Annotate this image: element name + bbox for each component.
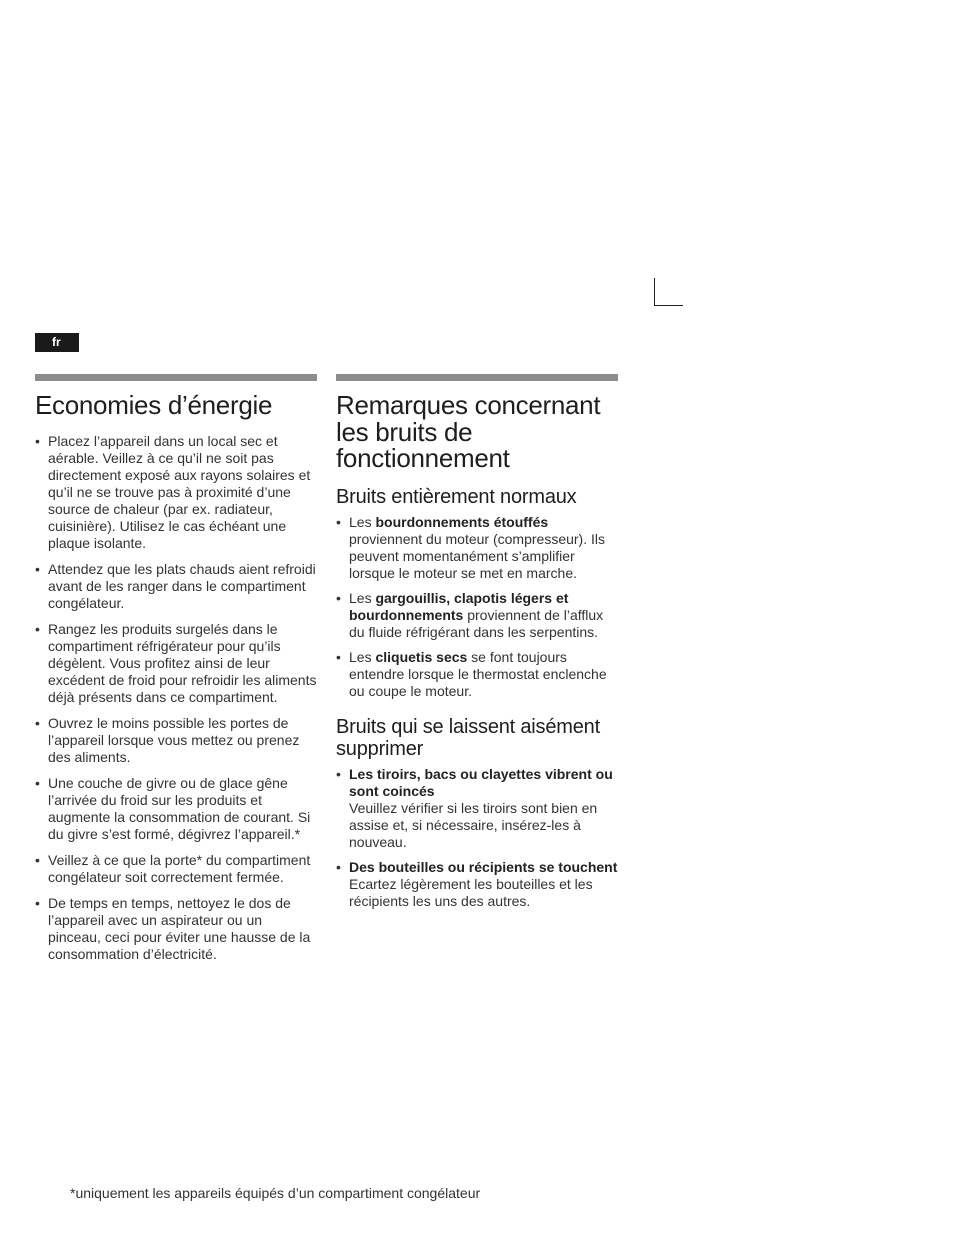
avoidable-noises-list bbox=[336, 766, 618, 910]
noise-notes-title: Remarques concernant les bruits de fonctionnement bbox=[336, 390, 601, 473]
list-item: • Les tiroirs, bacs ou clayettes vibrent ou sont coincés Veuillez vérifier si les tiroirs sont bien en assise et, si nécessaire, insérez-les à nouveau. bbox=[336, 766, 618, 851]
section-rule bbox=[336, 374, 618, 381]
list-item: • Veillez à ce que la porte* du compartiment congélateur soit correctement fermée. bbox=[35, 852, 317, 886]
list-item: • Attendez que les plats chauds aient refroidi avant de les ranger dans le compartiment congélateur. bbox=[35, 561, 317, 612]
normal-noises-heading: Bruits entièrement normaux bbox=[336, 485, 577, 508]
noise-notes-column bbox=[336, 374, 618, 918]
list-item: • Les gargouillis, clapotis légers et bourdonnements proviennent de l’afflux du fluide réfrigérant dans les serpentins. bbox=[336, 590, 618, 641]
footnote: *uniquement les appareils équipés d’un compartiment congélateur bbox=[70, 1185, 481, 1201]
list-item: • Placez l’appareil dans un local sec et aérable. Veillez à ce qu’il ne soit pas directement exposé aux rayons solaires et qu’il ne se trouve pas à proximité d’une source de chaleur (par ex. radiateur, cuisinière). Utilisez le cas échéant une plaque isolante. bbox=[35, 433, 317, 552]
energy-saving-title: Economies d’énergie bbox=[35, 390, 273, 420]
list-item: • De temps en temps, nettoyez le dos de l’appareil avec un aspirateur ou un pinceau, ceci pour éviter une hausse de la consommation d’électricité. bbox=[35, 895, 317, 963]
language-badge: fr bbox=[35, 333, 79, 352]
avoidable-noises-heading: Bruits qui se laissent aisément supprimer bbox=[336, 715, 600, 760]
energy-saving-list bbox=[35, 433, 317, 963]
list-item: • Ouvrez le moins possible les portes de l’appareil lorsque vous mettez ou prenez des aliments. bbox=[35, 715, 317, 766]
list-item: • Les bourdonnements étouffés proviennent du moteur (compresseur). Ils peuvent momentanément s’amplifier lorsque le moteur se met en marche. bbox=[336, 514, 618, 582]
crop-mark bbox=[654, 278, 683, 306]
list-item: • Des bouteilles ou récipients se touchent Ecartez légèrement les bouteilles et les récipients les uns des autres. bbox=[336, 859, 618, 910]
list-item: • Une couche de givre ou de glace gêne l’arrivée du froid sur les produits et augmente la consommation de courant. Si du givre s’est formé, dégivrez l’appareil.* bbox=[35, 775, 317, 843]
section-rule bbox=[35, 374, 317, 381]
energy-saving-column bbox=[35, 374, 317, 972]
normal-noises-list bbox=[336, 514, 618, 700]
list-item: • Rangez les produits surgelés dans le compartiment réfrigérateur pour qu’ils dégèlent. Vous profitez ainsi de leur excédent de froid pour refroidir les aliments déjà présents dans ce compartiment. bbox=[35, 621, 317, 706]
list-item: • Les cliquetis secs se font toujours entendre lorsque le thermostat enclenche ou coupe le moteur. bbox=[336, 649, 618, 700]
